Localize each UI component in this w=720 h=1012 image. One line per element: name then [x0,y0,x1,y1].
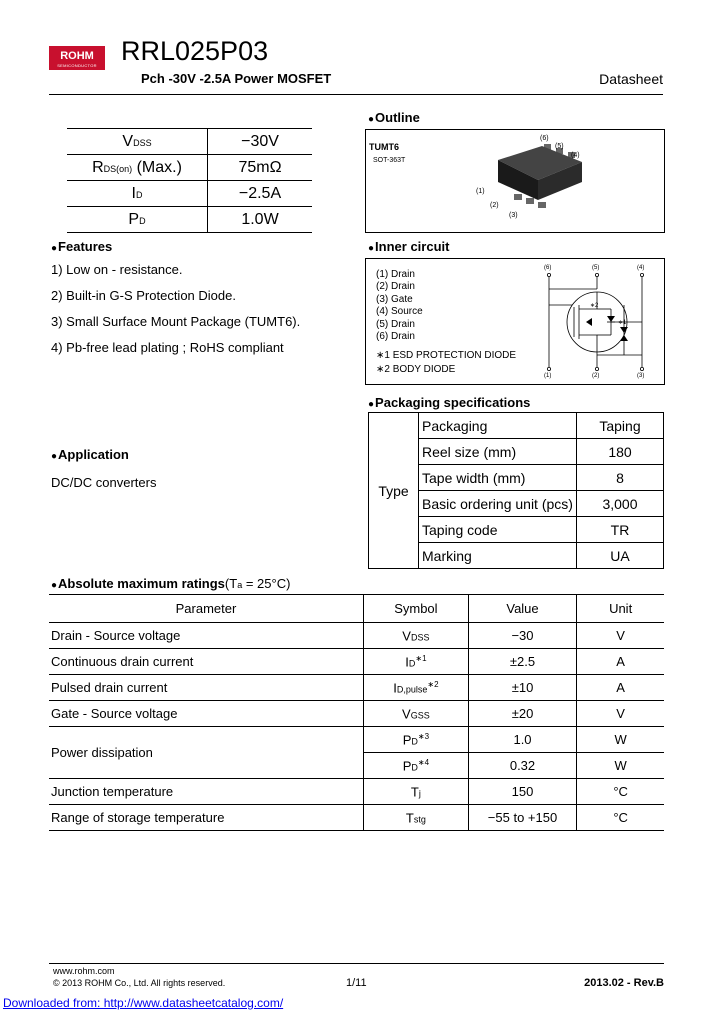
body-diode-note: ∗2 BODY DIODE [376,364,456,375]
table-row: $PD^{∗4}$ 0.32 W [49,753,664,779]
application-text: DC/DC converters [51,475,157,490]
outline-box [365,129,665,233]
download-link[interactable]: Downloaded from: http://www.datasheetcatalog.com/ [3,996,284,1010]
logo-subtext: SEMICONDUCTOR [57,63,97,68]
table-row: Basic ordering unit (pcs) 3,000 [369,491,664,517]
key-spec-row: PD 1.0W [67,207,312,233]
download-source [3,996,283,1010]
pin-label: (6) [544,265,552,271]
feature-item: 4) Pb-free lead plating ; RoHS compliant [51,340,284,355]
outline-heading: ● Outline [368,110,420,125]
esd-note: ∗1 ESD PROTECTION DIODE [376,350,517,361]
part-number: RRL025P03 [121,36,269,66]
packaging-heading: ● Packaging specifications [368,395,530,410]
header-divider [49,94,663,95]
pin-label: (5) [555,143,564,150]
inner-circuit-heading: ● Inner circuit [368,239,449,254]
table-header-row: Parameter Symbol Value Unit [49,595,664,623]
pin-label: (4) [571,152,580,159]
table-row: Range of storage temperature Tstg −55 to +150 °C [49,805,664,831]
packaging-table [368,412,664,569]
table-row: Taping code TR [369,517,664,543]
key-spec-row: ID −2.5A [67,181,312,207]
key-spec-row: RDS(on) (Max.) 75mΩ [67,155,312,181]
footer-url[interactable]: www.rohm.com [53,966,115,976]
pin-label: (4) [637,265,645,271]
pin-label: (3) [509,212,518,219]
pin-label: (6) [540,135,549,142]
key-spec-row: VDSS −30V [67,129,312,155]
table-row: Junction temperature Tj 150 °C [49,779,664,805]
pin-label: (1) [476,188,485,195]
esd-diode-mark: ∗1 [618,320,627,326]
feature-item: 1) Low on - resistance. [51,262,183,277]
pin-label: (1) [544,373,552,379]
logo-text: ROHM [60,50,94,62]
package-lead [538,202,546,208]
abs-max-table [49,594,664,831]
body-diode-mark: ∗2 [590,303,599,309]
footer-copyright: © 2013 ROHM Co., Ltd. All rights reserved. [53,978,226,988]
table-row: Tape width (mm) 8 [369,465,664,491]
doc-type: Datasheet [599,71,663,87]
table-row: Power dissipation $PD^{∗3}$ 1.0 W [49,727,664,753]
pin-label: (5) [592,265,600,271]
package-lead [526,198,534,204]
package-name: TUMT6 [369,142,399,152]
table-row: Gate - Source voltage VGSS ±20 V [49,701,664,727]
inner-circuit-box [365,258,665,385]
rohm-logo [49,46,105,70]
pin-label: (2) [592,373,600,379]
table-row: Reel size (mm) 180 [369,439,664,465]
pin-label: (2) [490,202,499,209]
type-label: Type [369,413,419,569]
abs-max-heading: ● Absolute maximum ratings(Ta = 25°C) [51,576,290,591]
table-row: Marking UA [369,543,664,569]
footer-divider [49,963,664,964]
features-heading: ● Features [51,239,112,254]
table-row: Pulsed drain current ID,pulse$^{∗2}$ ±10 A [49,675,664,701]
feature-item: 3) Small Surface Mount Package (TUMT6). [51,314,301,329]
page-number: 1/11 [346,977,367,989]
table-row: Continuous drain current $ID^{∗1}$ ±2.5 A [49,649,664,675]
application-heading: ● Application [51,447,129,462]
pin-label: (3) [637,373,645,379]
table-row: Type Packaging Taping [369,413,664,439]
pin-legend: (1) Drain (2) Drain (3) Gate (4) Source (5) Drain (6) Drain [376,269,423,343]
package-code: SOT-363T [373,157,406,164]
table-row: Drain - Source voltage VDSS −30 V [49,623,664,649]
package-drawing [466,138,586,223]
feature-item: 2) Built-in G-S Protection Diode. [51,288,236,303]
package-lead [514,194,522,200]
circuit-schematic [536,271,656,375]
part-subtitle: Pch -30V -2.5A Power MOSFET [141,71,332,86]
key-spec-table [67,128,312,233]
revision: 2013.02 - Rev.B [584,977,664,989]
